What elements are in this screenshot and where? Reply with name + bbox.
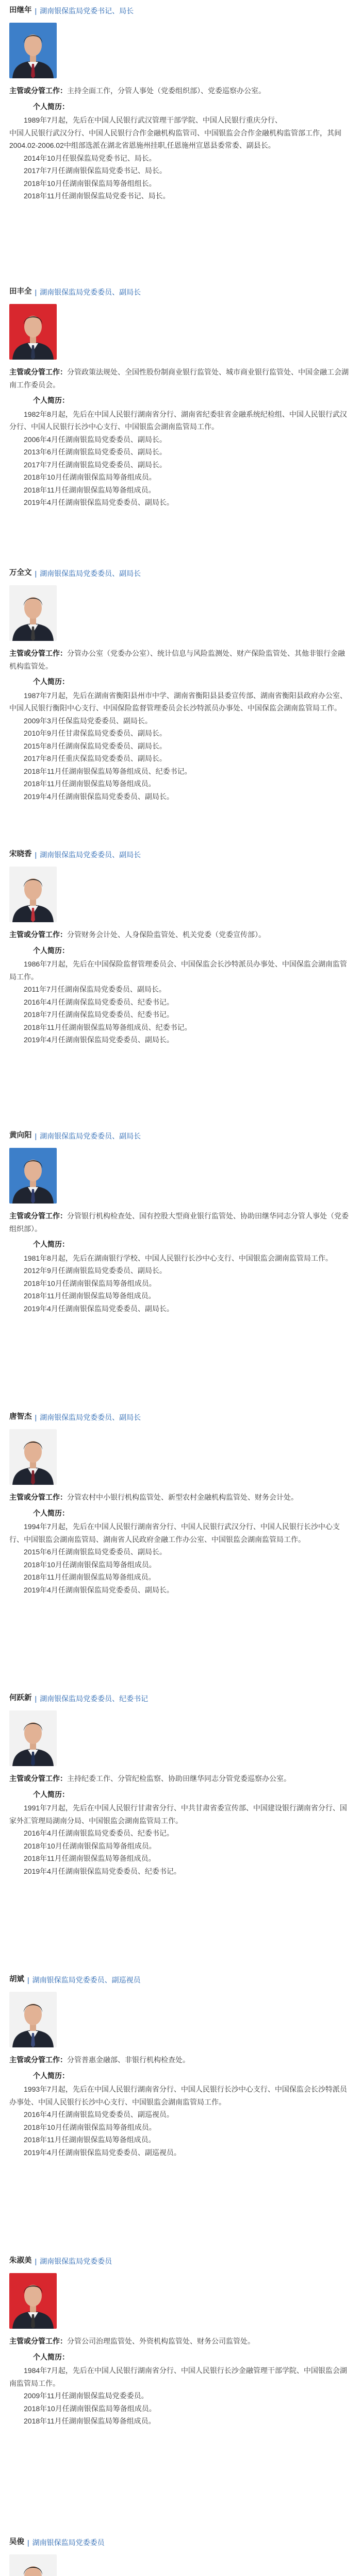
duty-label: 主管或分管工作： [9,87,67,95]
resume-label: 个人简历： [33,2071,69,2080]
leader-name: 田继年 [9,6,32,15]
duty-label: 主管或分管工作： [9,1212,67,1220]
resume-entry: 2019年4月任湖南银保监局党委委员、副局长。 [24,1585,174,1594]
resume-entry: 2018年11月任湖南银保监局筹备组成员。 [24,779,156,788]
leader-name: 宋晓香 [9,850,32,859]
title-separator: | [35,287,37,296]
leader-name: 唐智杰 [9,1413,32,1421]
resume-entry: 1987年7月起，先后在湖南省衡阳县州市中学、湖南省衡阳县县委宣传部、湖南省衡阳县政府办公室、中国人民银行衡阳中心支行、中国保险监督管理委员会长沙特派员办事处、中国保监会湖南监管局工作。 [9,691,347,712]
resume-entry: 2018年11月任湖南银保监局党委书记、局长。 [24,192,170,200]
duty-paragraph [9,928,352,941]
duty-text: 分管政策法规处、全国性股份制商业银行监管处、城市商业银行监管处、中国金融工会湖南工作委员会。 [9,368,349,389]
duty-label: 主管或分管工作： [9,930,67,939]
resume-entry: 2018年10月任湖南银保监局筹备组成员。 [24,2123,156,2131]
leader-profile [9,1689,352,1970]
portrait-icon [9,867,57,922]
resume-entry: 1981年8月起，先后在湖南银行学校、中国人民银行长沙中心支行、中国银监会湖南监管局工作。 [24,1253,333,1262]
leader-title: 湖南银保监局党委委员、副巡视员 [32,1975,141,1984]
resume-list [9,2083,352,2159]
resume-entry: 2019年4月任湖南银保监局党委委员、纪委书记。 [24,1867,181,1875]
resume-entry: 2018年10月任湖南银保监局筹备组成员。 [24,473,156,481]
leader-profile [9,282,352,564]
resume-entry: 1989年7月起，先后在中国人民银行武汉管理干部学院、中国人民银行重庆分行、 [24,116,282,124]
portrait-photo [9,304,57,360]
duty-paragraph [9,1772,352,1785]
resume-entry: 2018年10月任湖南银保监局筹备组成员。 [24,1560,156,1569]
portrait-photo [9,2554,57,2576]
resume-list [9,114,352,202]
resume-entry: 2016年4月任湖南银监局党委委员、纪委书记。 [24,1829,174,1837]
portrait-icon [9,1429,57,1485]
portrait-icon [9,585,57,641]
profile-header [9,567,352,580]
leader-title: 湖南银保监局党委委员、副局长 [40,287,141,296]
portrait-photo [9,23,57,78]
resume-entry: 2018年11月任湖南银保监局筹备组成员。 [24,1854,156,1862]
resume-entry: 2012年9月任湖南银监局党委委员、副局长。 [24,1266,167,1275]
portrait-icon [9,304,57,360]
leader-title: 湖南银保监局党委委员、副局长 [40,569,141,578]
duty-paragraph [9,647,352,672]
resume-label: 个人简历： [33,1509,69,1517]
leader-title: 湖南银保监局党委委员、副局长 [40,1131,141,1140]
resume-label: 个人简历： [33,1240,69,1248]
duty-text: 分管农村中小银行机构监管处、新型农村金融机构监管处、财务会计处。 [67,1493,298,1501]
resume-list [9,408,352,509]
resume-label: 个人简历： [33,2352,69,2361]
portrait-photo [9,2273,57,2329]
portrait-icon [9,23,57,78]
title-separator: | [27,2538,29,2547]
resume-entry: 2018年11月任湖南银保监局筹备组成员。 [24,1573,156,1581]
leader-title: 湖南银保监局党委委员、副局长 [40,1413,141,1421]
resume-entry: 2015年6月任湖南银监局党委委员、副局长。 [24,1548,167,1556]
portrait-icon [9,1148,57,1204]
resume-entry: 2018年10月任湖南银保监局筹备组成员。 [24,1279,156,1287]
resume-entry: 2018年10月任湖南银保监局筹备组成员。 [24,2404,156,2413]
resume-label: 个人简历： [33,1790,69,1799]
resume-entry: 2018年11月任湖南银保监局筹备组成员。 [24,485,156,494]
resume-label: 个人简历： [33,946,69,955]
leader-name: 胡斌 [9,1975,24,1984]
duty-label: 主管或分管工作： [9,2056,67,2064]
title-separator: | [35,2257,37,2265]
leader-name: 何跃新 [9,1694,32,1703]
leader-name: 朱淑美 [9,2257,32,2265]
leader-name: 黄向阳 [9,1131,32,1140]
leader-title: 湖南银保监局党委委员、副局长 [40,850,141,859]
resume-entry: 2018年10月任湖南银保监局筹备组组长。 [24,179,156,188]
portrait-photo [9,867,57,922]
title-separator: | [35,850,37,859]
duty-label: 主管或分管工作： [9,1774,67,1783]
resume-entry: 2014年10月任银保监局党委书记、局长。 [24,154,156,162]
leader-name: 吴俊 [9,2538,24,2547]
leader-profile [9,2251,352,2533]
resume-entry: 2016年4月任湖南保监局党委委员、纪委书记。 [24,997,174,1006]
leader-profile [9,845,352,1126]
duty-paragraph [9,1210,352,1235]
profile-header [9,1129,352,1143]
resume-list [9,1252,352,1315]
duty-label: 主管或分管工作： [9,649,67,657]
duty-text: 分管财务会计处、人身保险监管处、机关党委（党委宣传部）。 [67,930,266,939]
resume-list [9,958,352,1046]
resume-entry: 2018年11月任湖南银保监局筹备组成员。 [24,2417,156,2425]
resume-entry: 2018年11月任湖南银保监局筹备组成员、纪委书记。 [24,1023,192,1031]
portrait-photo [9,1710,57,1766]
title-separator: | [35,6,37,15]
profile-header [9,848,352,861]
resume-label: 个人简历： [33,677,69,686]
leader-profile [9,564,352,845]
duty-text: 分管银行机构检查处、国有控股大型商业银行监管处、协助田继华同志分管人事处（党委组织部）。 [9,1212,349,1233]
resume-entry: 2015年8月任湖南保监局党委委员、副局长。 [24,741,167,750]
title-separator: | [27,1975,29,1984]
portrait-photo [9,1429,57,1485]
duty-paragraph [9,2054,352,2066]
resume-entry: 2018年10月任湖南银保监局筹备组成员。 [24,1841,156,1850]
resume-list [9,689,352,803]
leader-name: 万全文 [9,569,32,578]
resume-entry: 2018年11月任湖南银保监局筹备组成员。 [24,2136,156,2144]
resume-entry: 2017年7月任湖南银监局党委委员、副局长。 [24,460,167,469]
resume-entry: 2018年11月任湖南银保监局筹备组成员、纪委书记。 [24,767,192,775]
title-separator: | [35,569,37,578]
resume-entry: 2016年4月任湖南银监局党委委员、副巡视员。 [24,2110,174,2119]
leader-title: 湖南银保监局党委委员、纪委书记 [40,1694,149,1703]
profile-header [9,285,352,299]
title-separator: | [35,1131,37,1140]
duty-label: 主管或分管工作： [9,368,67,376]
profile-header [9,2536,352,2549]
portrait-icon [9,2273,57,2329]
title-separator: | [35,1694,37,1703]
resume-entry: 2019年4月任湖南银保监局党委委员、副局长。 [24,498,174,506]
profile-header [9,1692,352,1705]
resume-entry: 2013年6月任湖南银监局党委委员、副局长。 [24,448,167,456]
resume-entry: 1986年7月起，先后在中国保险监督管理委员会、中国保监会长沙特派员办事处、中国保监会湖南监管局工作。 [9,960,347,981]
resume-entry: 1984年7月起，先后在中国人民银行湖南省分行、中国人民银行长沙金融管理干部学院、中国银监会湖南监管局工作。 [9,2366,347,2387]
resume-entry: 1991年7月起，先后在中国人民银行甘肃省分行、中共甘肃省委宣传部、中国建设银行湖南省分行、国家外汇管理局湖南分局、中国银监会湖南监管局工作。 [9,1804,347,1825]
leader-title: 湖南银保监局党委委员 [40,2257,112,2265]
leader-title: 湖南银保监局党委委员 [32,2538,105,2547]
leader-profile [9,1408,352,1689]
resume-entry: 2017年8月任重庆保监局党委委员、副局长。 [24,754,167,762]
leader-profile [9,2533,352,2576]
profile-header [9,4,352,18]
portrait-photo [9,585,57,641]
portrait-icon [9,1710,57,1766]
resume-label: 个人简历： [33,102,69,111]
resume-entry: 2017年7月任湖南银保监局党委书记、局长。 [24,166,167,175]
leader-profile [9,1126,352,1408]
resume-entry: 2018年7月任湖南保监局党委委员、纪委书记。 [24,1010,174,1019]
resume-entry: 2009年3月任保监局党委委员、副局长。 [24,716,152,725]
resume-entry: 2006年4月任湖南银监局党委委员、副局长。 [24,435,167,444]
resume-entry: 中国人民银行武汉分行、中国人民银行合作金融机构监管司、中国银监会合作金融机构监管部工作，其间2004.02-2006.02中组部选派在湖北省恩施州挂职,任恩施州宣恩县委常委、副县长。 [9,128,341,149]
profile-header [9,1411,352,1424]
leader-profile [9,1,352,282]
portrait-photo [9,1148,57,1204]
duty-label: 主管或分管工作： [9,2337,67,2345]
portrait-icon [9,2554,57,2576]
duty-text: 分管普惠金融部、非银行机构检查处。 [67,2056,190,2064]
resume-entry: 1994年7月起，先后在中国人民银行湖南省分行、中国人民银行武汉分行、中国人民银行长沙中心支行、中国银监会湖南监管局、湖南省人民政府金融工作办公室、中国银监会湖南监管局工作。 [9,1522,340,1544]
leader-title: 湖南银保监局党委书记、局长 [40,6,134,15]
profile-header [9,2255,352,2268]
title-separator: | [35,1413,37,1421]
leader-name: 田丰全 [9,287,32,296]
resume-entry: 2009年11月任湖南银保监局党委委员。 [24,2392,149,2400]
resume-label: 个人简历： [33,396,69,404]
duty-text: 主持纪委工作、分管纪检监察、协助田继华同志分管党委巡察办公室。 [67,1774,291,1783]
duty-text: 分管办公室（党委办公室）、统计信息与风险监测处、财产保险监管处、其他非银行金融机构监管处。 [9,649,345,670]
duty-paragraph [9,2335,352,2348]
resume-entry: 1982年8月起，先后在中国人民银行湖南省分行、湖南省纪委驻省金融系统纪检组、中国人民银行武汉分行、中国人民银行长沙中心支行、中国银监会湖南监管局工作。 [9,410,347,431]
resume-entry: 2018年11月任湖南银保监局筹备组成员。 [24,1292,156,1300]
resume-entry: 2019年4月任湖南银保监局党委委员、副局长。 [24,792,174,801]
duty-paragraph [9,366,352,391]
duty-text: 主持全面工作，分管人事处（党委组织部）、党委巡察办公室。 [67,87,266,95]
duty-paragraph [9,1491,352,1504]
duty-paragraph [9,84,352,97]
profile-header [9,1973,352,1987]
duty-label: 主管或分管工作： [9,1493,67,1501]
resume-entry: 2019年4月任湖南银保监局党委委员、副巡视员。 [24,2148,181,2157]
portrait-photo [9,1992,57,2047]
resume-entry: 2011年7月任湖南保监局党委委员、副局长。 [24,985,166,993]
resume-entry: 2019年4月任湖南银保监局党委委员、副局长。 [24,1036,174,1044]
portrait-icon [9,1992,57,2047]
resume-entry: 2010年9月任甘肃保监局党委委员、副局长。 [24,729,167,737]
leader-profile [9,1970,352,2251]
resume-list [9,1520,352,1596]
duty-text: 分管公司治理监管处、外资机构监管处、财务公司监管处。 [67,2337,255,2345]
resume-entry: 1993年7月起，先后在中国人民银行湖南省分行、中国人民银行长沙中心支行、中国保监会长沙特派员办事处、中国人民银行长沙中心支行、中国银监会湖南监管局工作。 [9,2085,347,2106]
resume-list [9,1802,352,1877]
resume-list [9,2364,352,2428]
resume-entry: 2019年4月任湖南银保监局党委委员、副局长。 [24,1304,174,1313]
